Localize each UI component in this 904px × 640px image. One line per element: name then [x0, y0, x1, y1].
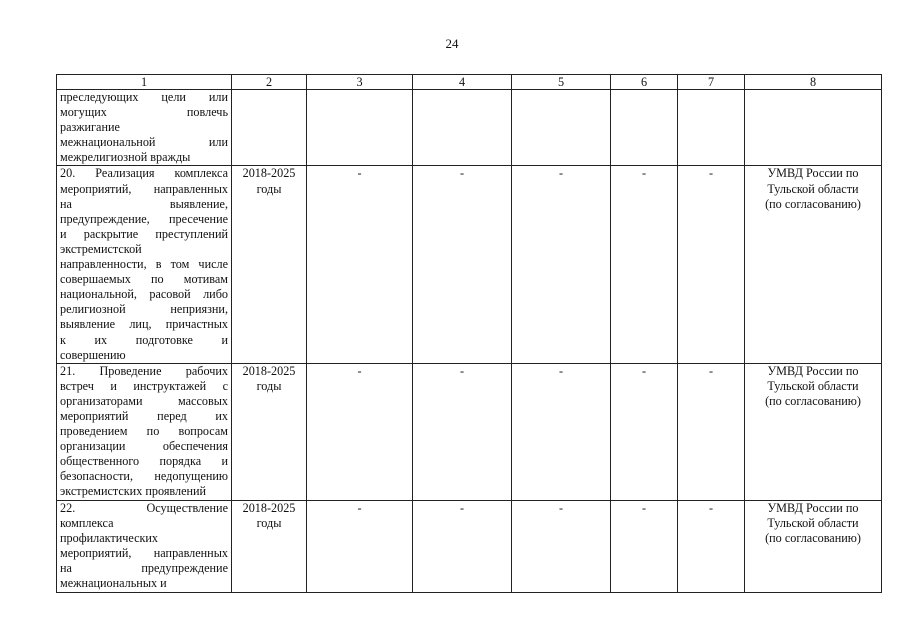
value-col-7: - — [678, 363, 745, 500]
value-col-3: - — [307, 166, 413, 363]
value-col-5: - — [512, 363, 611, 500]
description-line: совершению — [60, 347, 126, 362]
column-number-4: 4 — [413, 75, 512, 90]
executor-line: (по согласованию) — [765, 393, 861, 408]
period-line: годы — [256, 515, 282, 530]
description-line: 20. Реализация комплекса — [60, 166, 228, 181]
description-line: межнациональной или — [60, 135, 228, 150]
description-line: 21. Проведение рабочих — [60, 363, 228, 378]
value-col-4: - — [413, 166, 512, 363]
description-line: направленности, в том числе — [60, 257, 228, 272]
description-line: комплекса — [60, 515, 114, 530]
period-line: годы — [256, 181, 282, 196]
description-line: мероприятий, направленных — [60, 181, 228, 196]
column-number-6: 6 — [611, 75, 678, 90]
value-col-3: - — [307, 500, 413, 592]
column-number-2: 2 — [232, 75, 307, 90]
description-line: мероприятий, направленных — [60, 545, 228, 560]
description-line: на выявление, — [60, 196, 228, 211]
executor-line: Тульской области — [767, 378, 859, 393]
implementation-period — [232, 90, 307, 166]
value-col-7 — [678, 90, 745, 166]
executor — [745, 500, 882, 592]
executor — [745, 90, 882, 166]
column-number-7: 7 — [678, 75, 745, 90]
executor-line: УМВД России по — [767, 363, 859, 378]
value-col-3 — [307, 90, 413, 166]
executor — [745, 166, 882, 363]
value-col-6: - — [611, 500, 678, 592]
description-line: безопасности, недопущению — [60, 469, 228, 484]
value-col-5 — [512, 90, 611, 166]
implementation-period — [232, 363, 307, 500]
executor-line: Тульской области — [767, 181, 859, 196]
implementation-period — [232, 166, 307, 363]
description-line: встреч и инструктажей с — [60, 378, 228, 393]
description-line: организации обеспечения — [60, 439, 228, 454]
executor-line: Тульской области — [767, 515, 859, 530]
executor-line: (по согласованию) — [765, 530, 861, 545]
description-line: профилактических — [60, 530, 159, 545]
period-line: годы — [256, 378, 282, 393]
description-line: к их подготовке и — [60, 332, 228, 347]
measure-description — [57, 363, 232, 500]
description-line: совершаемых по мотивам — [60, 272, 228, 287]
description-line: преследующих цели или — [60, 90, 228, 104]
description-line: экстремистских проявлений — [60, 484, 207, 499]
description-line: 22. Осуществление — [60, 500, 228, 515]
description-line: могущих повлечь — [60, 105, 228, 120]
column-number-5: 5 — [512, 75, 611, 90]
period-line: 2018-2025 — [242, 363, 296, 378]
description-line: выявление лиц, причастных — [60, 317, 228, 332]
column-number-1: 1 — [57, 75, 232, 90]
value-col-5: - — [512, 166, 611, 363]
table-row — [57, 363, 882, 500]
description-line: национальной, расовой либо — [60, 287, 228, 302]
period-line: 2018-2025 — [242, 166, 296, 181]
description-line: предупреждение, пресечение — [60, 211, 228, 226]
executor-line: (по согласованию) — [765, 196, 861, 211]
value-col-6: - — [611, 166, 678, 363]
description-line: религиозной неприязни, — [60, 302, 228, 317]
measure-description — [57, 166, 232, 363]
value-col-7: - — [678, 166, 745, 363]
executor-line: УМВД России по — [767, 166, 859, 181]
value-col-4: - — [413, 500, 512, 592]
implementation-period — [232, 500, 307, 592]
value-col-4: - — [413, 363, 512, 500]
value-col-4 — [413, 90, 512, 166]
description-line: мероприятий перед их — [60, 408, 228, 423]
value-col-6 — [611, 90, 678, 166]
description-line: проведением по вопросам — [60, 424, 228, 439]
value-col-6: - — [611, 363, 678, 500]
description-line: общественного порядка и — [60, 454, 228, 469]
column-number-8: 8 — [745, 75, 882, 90]
description-line: и раскрытие преступлений — [60, 226, 228, 241]
description-line: экстремистской — [60, 241, 142, 256]
value-col-7: - — [678, 500, 745, 592]
table-row — [57, 500, 882, 592]
measure-description — [57, 90, 232, 166]
value-col-5: - — [512, 500, 611, 592]
executor — [745, 363, 882, 500]
period-line: 2018-2025 — [242, 500, 296, 515]
value-col-3: - — [307, 363, 413, 500]
measure-description — [57, 500, 232, 592]
page-number: 24 — [445, 36, 459, 51]
description-line: разжигание — [60, 120, 120, 135]
column-number-row — [57, 75, 882, 90]
description-line: организаторами массовых — [60, 393, 228, 408]
table-row — [57, 90, 882, 166]
column-number-3: 3 — [307, 75, 413, 90]
description-line: межнациональных и — [60, 576, 167, 590]
executor-line: УМВД России по — [767, 500, 859, 515]
plan-table — [56, 74, 882, 593]
table-row — [57, 166, 882, 363]
description-line: на предупреждение — [60, 560, 228, 575]
description-line: межрелигиозной вражды — [60, 150, 191, 165]
